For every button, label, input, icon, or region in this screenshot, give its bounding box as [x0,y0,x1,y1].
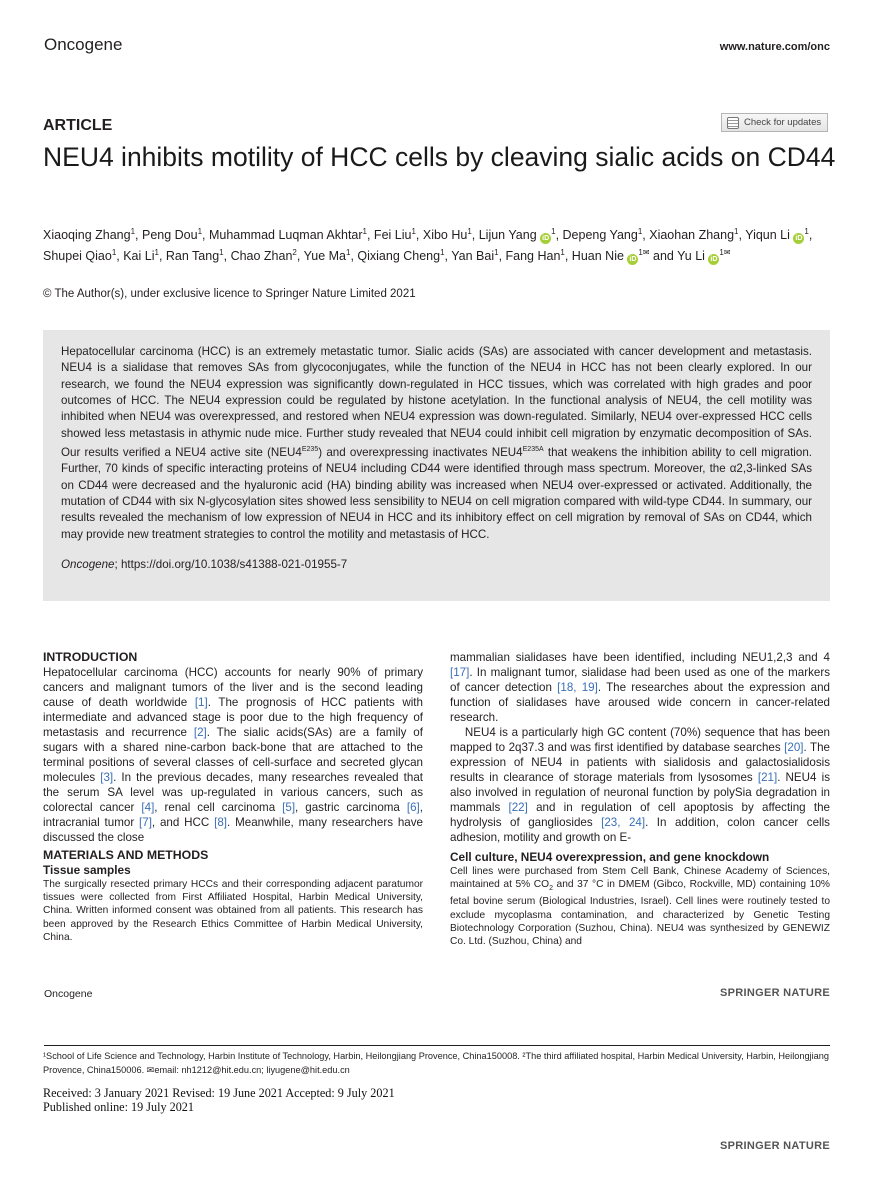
intro-paragraph: Hepatocellular carcinoma (HCC) accounts for nearly 90% of primary cancers and malignant tumors of the liver and is the second leading cause of death worldwide [1]. The prognosis of HCC patients with intermediate and advanced stage is poor due to the high frequency of metastasis and recurrence [2]. The sialic acids(SAs) are a family of sugars with a shared nine-carbon back-bone that are attached to the terminal positions of several classes of cell-surface and secreted glycan molecules [3]. In the previous decades, many researches revealed that the serum SA level was up-regulated in various cancers, such as colorectal cancer [4], renal cell carcinoma [5], gastric carcinoma [6], intracranial tumor [7], and HCC [8]. Meanwhile, many researchers have discussed the close [43,666,424,844]
received-dates: Received: 3 January 2021 Revised: 19 June 2021 Accepted: 9 July 2021 [43,1086,395,1100]
intro-heading: INTRODUCTION [43,650,138,664]
author-list: Xiaoqing Zhang$^1$, Peng Dou$^1$, Muhammad Luqman Akhtar$^1$, Fei Liu$^1$, Xibo Hu$^1$, Lijun Yang $iD^1$, Depeng Yang$^1$, Xiaohan Zhang$^1$, Yiqun Li $iD^1$, Shupei Qiao$^1$, Kai Li$^1$, Ran Tang$^1$, Chao Zhan$^2$, Yue Ma$^1$, Qixiang Cheng$^1$, Yan Bai$^1$, Fang Han$^1$, Huan Nie $iD^{1✉}$ and Yu Li $iD^{1✉}$ [43,227,813,264]
journal-url-link[interactable]: www.nature.com/onc [719,41,830,53]
published-date: Published online: 19 July 2021 [43,1100,194,1114]
check-updates-icon [727,117,739,129]
article-title: NEU4 inhibits motility of HCC cells by cleaving sialic acids on CD44 [43,142,836,172]
footer-journal: Oncogene [44,988,93,1000]
springer-nature-logo-bottom: SPRINGER NATURE [719,1140,830,1152]
methods-heading: MATERIALS AND METHODS [43,848,209,862]
culture-heading: Cell culture, NEU4 overexpression, and gene knockdown [450,850,770,864]
neu4-paragraph: NEU4 is a particularly high GC content (70%) sequence that has been mapped to 2q37.3 and was first identified by database searches [20]. The expression of NEU4 in patients with sialidosis and galactosialidosis results in clearance of storage materials from lysosomes [21]. NEU4 is also involved in regulation of neuronal function by polySia degradation in mammals [22] and in regulation of cell apoptosis by affecting the hydrolysis of gangliosides [23, 24]. In addition, colon cancer cells adhesion, motility and growth on E- [450,726,830,844]
abstract-text: Hepatocellular carcinoma (HCC) is an extremely metastatic tumor. Sialic acids (SAs) are associated with cancer development and metastasis. NEU4 is a sialidase that removes SAs from glycoconjugates, while the function of the NEU4 in HCC has not been clearly explored. In our research, we found the NEU4 expression was significantly down-regulated in HCC tissues, which was correlated with high grades and poor outcomes of HCC. The NEU4 expression could be regulated by histone acetylation. In the functional analysis of NEU4, the cell motility was inhibited when NEU4 was overexpressed, and restored when NEU4 expression was down-regulated. Similarly, NEU4 over-expressed HCC cells showed less metastasis in athymic nude mice. Further study revealed that NEU4 could inhibit cell migration by enzymatic decomposition of SAs. Our results verified a NEU4 active site $(NEU4^{E235})$ and overexpressing inactivates $NEU4^{E235A}$ that weakens the inhibition ability to cell migration. Further, 70 kinds of specific interacting proteins of NEU4 including CD44 were identified through mass spectrum. Moreover, the α2,3-linked SAs on CD44 were decreased and the hyaluronic acid (HA) binding ability was increased when NEU4 over-expressed or activated. Additionally, the mutation of CD44 with six N-glycosylation sites showed less sensibility to NEU4 on cell migration compared with wild-type CD44. In summary, our results revealed the mechanism of low expression of NEU4 in HCC and its inhibitory effect on cell migration by removal of SAs on CD44, which may provide new treatment strategies to control the motility and metastasis of HCC. [61,345,813,541]
article-type-label: ARTICLE [43,117,113,134]
tissue-paragraph: The surgically resected primary HCCs and their corresponding adjacent paratumor tissues were collected from First Affiliated Hospital, Harbin Medical University, China. Written informed consent was obtained from all patients. This research has been approved by the Research Ethics Committee of Harbin Medical University, China. [43,879,423,943]
check-updates-label: Check for updates [744,117,822,128]
culture-paragraph: Cell lines were purchased from Stem Cell Bank, Chinese Academy of Sciences, maintained at 5% $CO_2$ and 37 °C in DMEM (Gibco, Rockville, MD) containing 10% fetal bovine serum (Biological Industries, Israel). Cell lines were routinely tested to exclude mycoplasma contamination, and characterized by Genetic Testing Biotechnology Corporation (Suzhou, China). NEU4 was synthesized by GENEWIZ Co. Ltd. (Suzhou, China) and [450,866,830,948]
copyright-notice: © The Author(s), under exclusive licence to Springer Nature Limited 2021 [43,288,416,300]
sialidase-paragraph: mammalian sialidases have been identified, including NEU1,2,3 and 4 [17]. In malignant tumor, sialidase had been used as one of the markers of cancer detection [18, 19]. The researches about the expression and function of sialidases have aroused wide concern in cancer-related research. [450,651,830,724]
check-updates-button[interactable] [721,113,828,132]
affiliations-footnote: ¹School of Life Science and Technology, Harbin Institute of Technology, Harbin, Heilongjiang Provence, China150008. ²The third affiliated hospital, Harbin Medical University, Harbin, Heilongjiang Provence, China150006. ✉email: nh1212@hit.edu.cn; liyugene@hit.edu.cn [43,1051,829,1075]
springer-nature-logo: SPRINGER NATURE [719,987,830,999]
right-column [450,650,830,948]
publication-dates [43,1086,395,1114]
abstract-box [43,330,830,601]
journal-name: Oncogene [44,35,123,54]
doi-link[interactable]: Oncogene; https://doi.org/10.1038/s41388-021-01955-7 [61,557,348,571]
tissue-heading: Tissue samples [43,863,131,877]
left-column [43,650,423,944]
footnote-divider [44,1045,830,1046]
